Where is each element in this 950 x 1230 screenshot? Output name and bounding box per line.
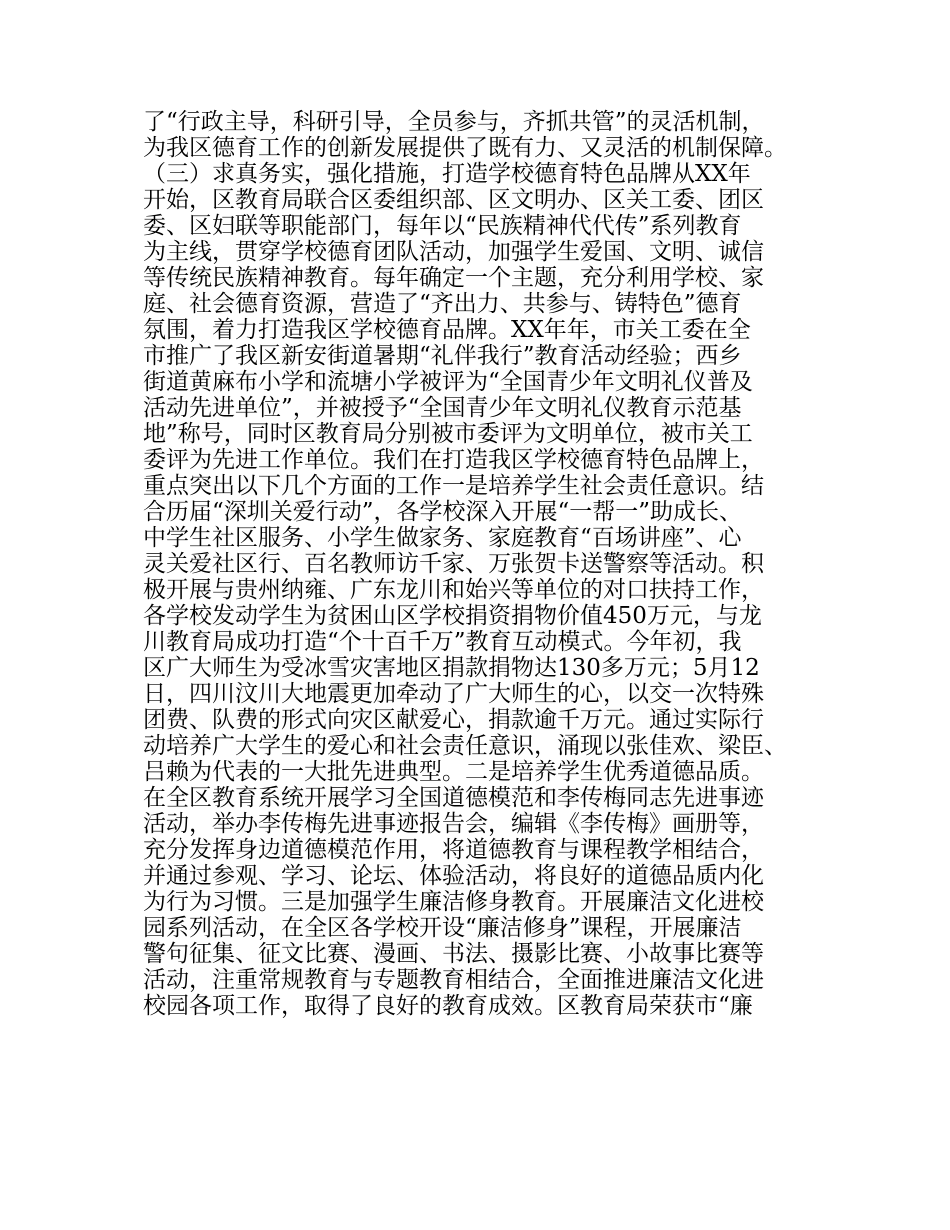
text-line: 开始，区教育局联合区委组织部、区文明办、区关工委、团区 [143,187,764,213]
text-line: 委评为先进工作单位。我们在打造我区学校德育特色品牌上， [143,447,764,473]
text-line: 中学生社区服务、小学生做家务、家庭教育“百场讲座”、心 [143,525,742,551]
text-line: 氛围，着力打造我区学校德育品牌。XX年年，市关工委在全 [143,317,751,343]
text-line: （三）求真务实，强化措施，打造学校德育特色品牌从XX年 [143,161,751,187]
text-line: 活动，注重常规教育与专题教育相结合，全面推进廉洁文化进 [143,967,764,993]
text-line: 为我区德育工作的创新发展提供了既有力、又灵活的机制保障。 [143,135,787,161]
text-line: 团费、队费的形式向灾区献爱心，捐款逾千万元。通过实际行 [143,707,764,733]
text-line: 为行为习惯。三是加强学生廉洁修身教育。开展廉洁文化进校 [143,889,764,915]
text-line: 重点突出以下几个方面的工作一是培养学生社会责任意识。结 [143,473,764,499]
text-line: 并通过参观、学习、论坛、体验活动，将良好的道德品质内化 [143,863,764,889]
text-line: 日，四川汶川大地震更加牵动了广大师生的心，以交一次特殊 [143,681,764,707]
text-line: 极开展与贵州纳雍、广东龙川和始兴等单位的对口扶持工作， [143,577,764,603]
text-line: 等传统民族精神教育。每年确定一个主题，充分利用学校、家 [143,265,764,291]
text-line: 校园各项工作，取得了良好的教育成效。区教育局荣获市“廉 [143,993,753,1019]
text-line: 庭、社会德育资源，营造了“齐出力、共参与、铸特色”德育 [143,291,742,317]
text-line: 街道黄麻布小学和流塘小学被评为“全国青少年文明礼仪普及 [143,369,753,395]
text-line: 了“行政主导，科研引导，全员参与，齐抓共管”的灵活机制， [143,109,765,135]
text-line: 动培养广大学生的爱心和社会责任意识，涌现以张佳欢、梁臣、 [143,733,787,759]
text-line: 在全区教育系统开展学习全国道德模范和李传梅同志先进事迹 [143,785,764,811]
text-line: 市推广了我区新安街道暑期“礼伴我行”教育活动经验；西乡 [143,343,742,369]
text-line: 为主线，贯穿学校德育团队活动，加强学生爱国、文明、诚信 [143,239,764,265]
text-line: 灵关爱社区行、百名教师访千家、万张贺卡送警察等活动。积 [143,551,764,577]
text-line: 警句征集、征文比赛、漫画、书法、摄影比赛、小故事比赛等 [143,941,764,967]
text-line: 充分发挥身边道德模范作用，将道德教育与课程教学相结合， [143,837,764,863]
text-line: 川教育局成功打造“个十百千万”教育互动模式。今年初，我 [143,629,742,655]
text-line: 活动先进单位”，并被授予“全国青少年文明礼仪教育示范基 [143,395,742,421]
text-line: 吕赖为代表的一大批先进典型。二是培养学生优秀道德品质。 [143,759,764,785]
text-line: 合历届“深圳关爱行动”，各学校深入开展“一帮一”助成长、 [143,499,743,525]
body-text [143,109,833,1019]
text-line: 各学校发动学生为贫困山区学校捐资捐物价值450万元，与龙 [143,603,762,629]
text-line: 地”称号，同时区教育局分别被市委评为文明单位，被市关工 [143,421,753,447]
text-line: 园系列活动，在全区各学校开设“廉洁修身”课程，开展廉洁 [143,915,742,941]
text-line: 活动，举办李传梅先进事迹报告会，编辑《李传梅》画册等， [143,811,764,837]
text-line: 区广大师生为受冰雪灾害地区捐款捐物达130多万元；5月12 [143,655,760,681]
text-line: 委、区妇联等职能部门，每年以“民族精神代代传”系列教育 [143,213,742,239]
